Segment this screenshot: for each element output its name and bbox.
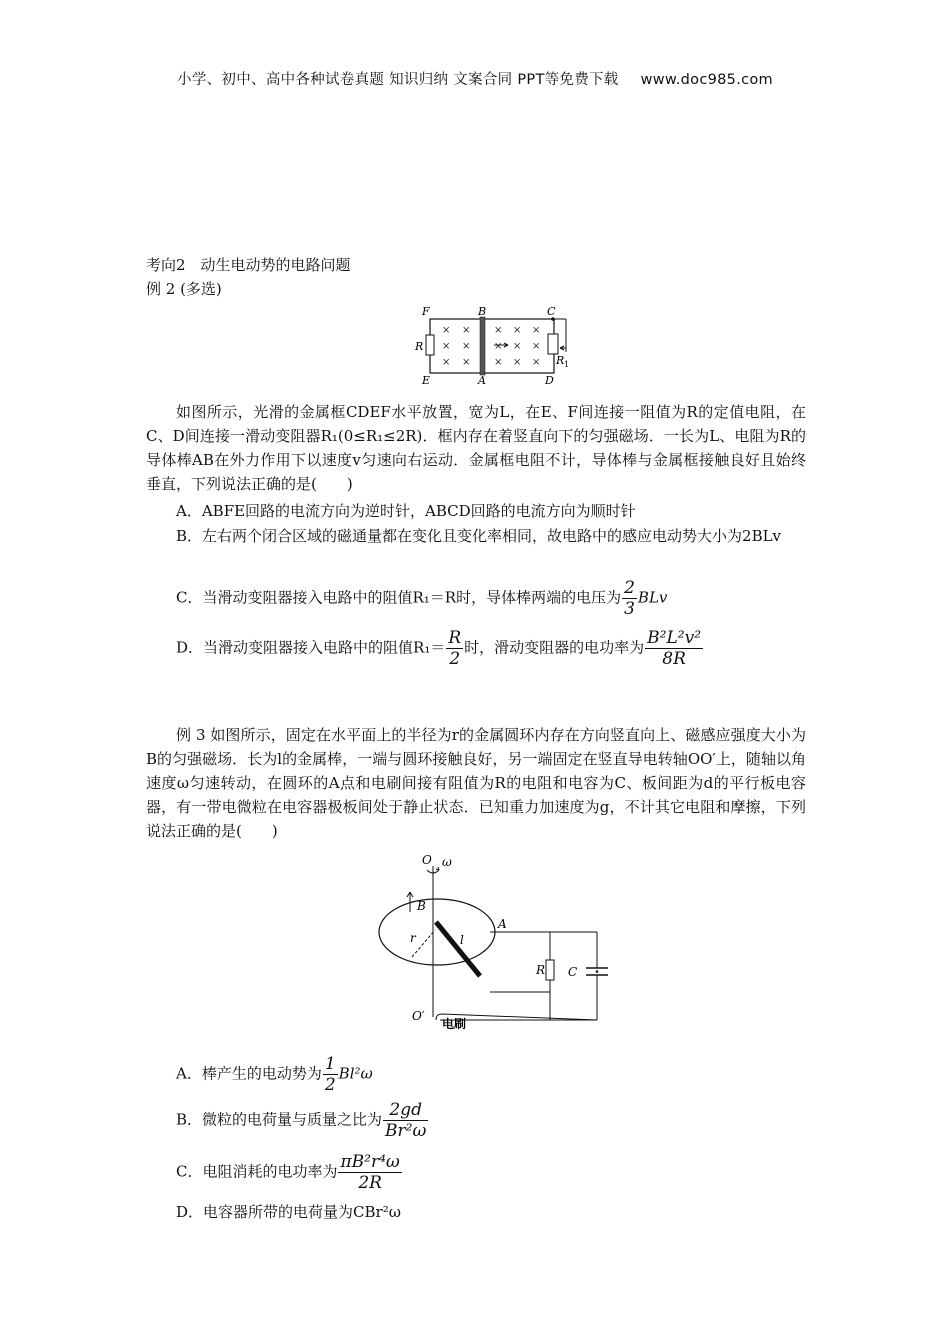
cross: ×	[494, 325, 503, 336]
label-B: B	[478, 305, 487, 318]
page-header	[0, 68, 950, 89]
cross: ×	[442, 357, 451, 368]
example3-option-d: D．电容器所带的电荷量为CBr²ω	[176, 1203, 401, 1221]
label-O-prime: O′	[412, 1009, 425, 1023]
cross: ×	[462, 341, 471, 352]
fraction: $\frac{2gd}{\text{Br²ω}}$	[385, 1100, 427, 1141]
figure-rotating-rod	[372, 852, 622, 1032]
example2-option-b: B．左右两个闭合区域的磁通量都在变化且变化率相同，故电路中的感应电动势大小为2BLv	[176, 527, 782, 545]
cross: ×	[494, 357, 503, 368]
example2-stem: 如图所示，光滑的金属框CDEF水平放置，宽为L，在E、F间连接一阻值为R的定值电阻，在C、D间连接一滑动变阻器R₁(0≤R₁≤2R)．框内存在着竖直向下的匀强磁场．一长为L、电阻为R的导体棒AB在外力作用下以速度v匀速向右运动．金属框电阻不计，导体棒与金属框接触良好且始终垂直，下列说法正确的是( )	[146, 403, 806, 493]
label-brush: 电刷	[442, 1017, 467, 1031]
label-C: C	[547, 305, 556, 318]
example3-option-b: B．微粒的电荷量与质量之比为 $\frac{2gd}{\text{Br²ω}}$	[176, 1100, 427, 1141]
fraction: $\frac{\text{πB²r⁴ω}}{2R}$	[340, 1152, 400, 1193]
label-R1-sub: 1	[564, 360, 570, 369]
cross: ×	[513, 357, 522, 368]
fraction: $\frac{R}{2}$	[448, 628, 462, 669]
label-C: C	[568, 965, 578, 979]
label-O: O	[422, 853, 432, 867]
label-E: E	[422, 374, 431, 387]
label-r: r	[410, 931, 416, 945]
cross: ×	[532, 341, 541, 352]
label-R: R	[415, 340, 424, 353]
cross: ×	[462, 325, 471, 336]
label-R: R	[536, 963, 546, 977]
fraction: $\frac{\text{B²L²v²}}{8R}$	[647, 628, 702, 669]
label-l: l	[460, 933, 464, 947]
label-R1: R	[556, 354, 565, 367]
example3-option-a: A．棒产生的电动势为 $\frac{1}{2}$ Bl²ω	[176, 1054, 373, 1095]
example2-option-d: D．当滑动变阻器接入电路中的阻值R₁＝ $\frac{R}{2}$ 时，滑动变阻器的电功率为 $\frac{\text{B²L²v²}}{8R}$	[176, 628, 702, 669]
cross: ×	[513, 325, 522, 336]
cross: ×	[494, 341, 503, 352]
field-crosses	[442, 325, 540, 368]
example2-label: 例 2 (多选)	[146, 280, 222, 298]
cross: ×	[532, 357, 541, 368]
cross: ×	[442, 325, 451, 336]
cross: ×	[462, 357, 471, 368]
label-A: A	[498, 917, 507, 931]
fraction: $\frac{1}{2}$	[324, 1054, 336, 1095]
example2-option-c: C．当滑动变阻器接入电路中的阻值R₁＝R时，导体棒两端的电压为 $\frac{2}{3}$ BLv	[176, 578, 668, 619]
label-A: A	[478, 374, 486, 387]
cross: ×	[513, 341, 522, 352]
cross: ×	[442, 341, 451, 352]
label-D: D	[545, 374, 554, 387]
figure-circuit-rail	[412, 302, 582, 388]
cross: ×	[532, 325, 541, 336]
label-F: F	[422, 305, 430, 318]
example3-stem: 例 3 如图所示，固定在水平面上的半径为r的金属圆环内存在方向竖直向上、磁感应强度大小为B的匀强磁场．长为l的金属棒，一端与圆环接触良好，另一端固定在竖直导电转轴OO′上，随轴以角速度ω匀速转动，在圆环的A点和电刷间接有阻值为R的电阻和电容为C、板间距为d的平行板电容器，有一带电微粒在电容器极板间处于静止状态．已知重力加速度为g，不计其它电阻和摩擦，下列说法正确的是( )	[146, 726, 806, 840]
label-B: B	[417, 899, 426, 913]
header-text: 小学、初中、高中各种试卷真题 知识归纳 文案合同 PPT等免费下载	[177, 72, 619, 88]
example3-option-c: C．电阻消耗的电功率为 $\frac{\text{πB²r⁴ω}}{2R}$	[176, 1152, 400, 1193]
header-url[interactable]: www.doc985.com	[640, 72, 773, 88]
label-omega: ω	[442, 855, 452, 869]
section-title: 考向2 动生电动势的电路问题	[146, 256, 351, 274]
fraction: $\frac{2}{3}$	[624, 578, 635, 619]
example2-option-a: A．ABFE回路的电流方向为逆时针，ABCD回路的电流方向为顺时针	[176, 502, 636, 520]
